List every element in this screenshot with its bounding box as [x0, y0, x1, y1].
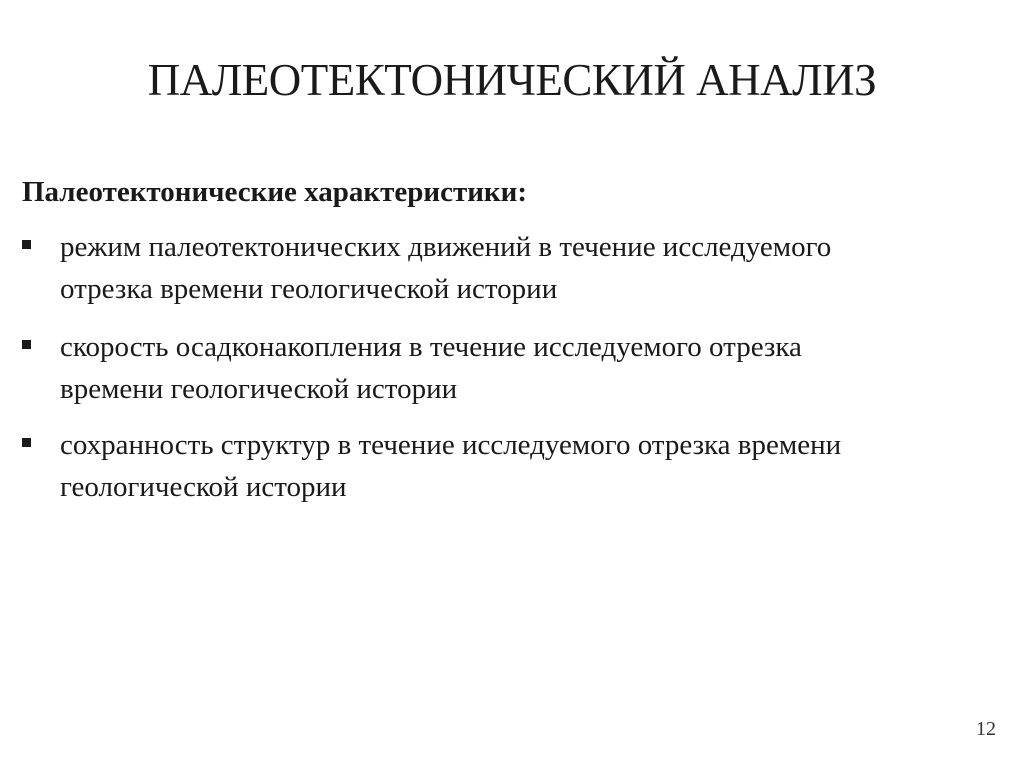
square-bullet-icon — [22, 240, 31, 249]
page-number: 12 — [976, 718, 996, 740]
list-item-text: режим палеотектонических движений в течение исследуемого отрезка времени геологической истории — [60, 231, 832, 305]
list-item-text: сохранность структур в течение исследуемого отрезка времени геологической истории — [60, 429, 842, 503]
square-bullet-icon — [22, 438, 31, 447]
section-heading: Палеотектонические характеристики: — [22, 176, 527, 208]
slide-title: ПАЛЕОТЕКТОНИЧЕСКИЙ АНАЛИЗ — [147, 55, 877, 105]
square-bullet-icon — [22, 340, 31, 349]
list-item-text: скорость осадконакопления в течение исследуемого отрезка времени геологической истории — [60, 331, 802, 405]
